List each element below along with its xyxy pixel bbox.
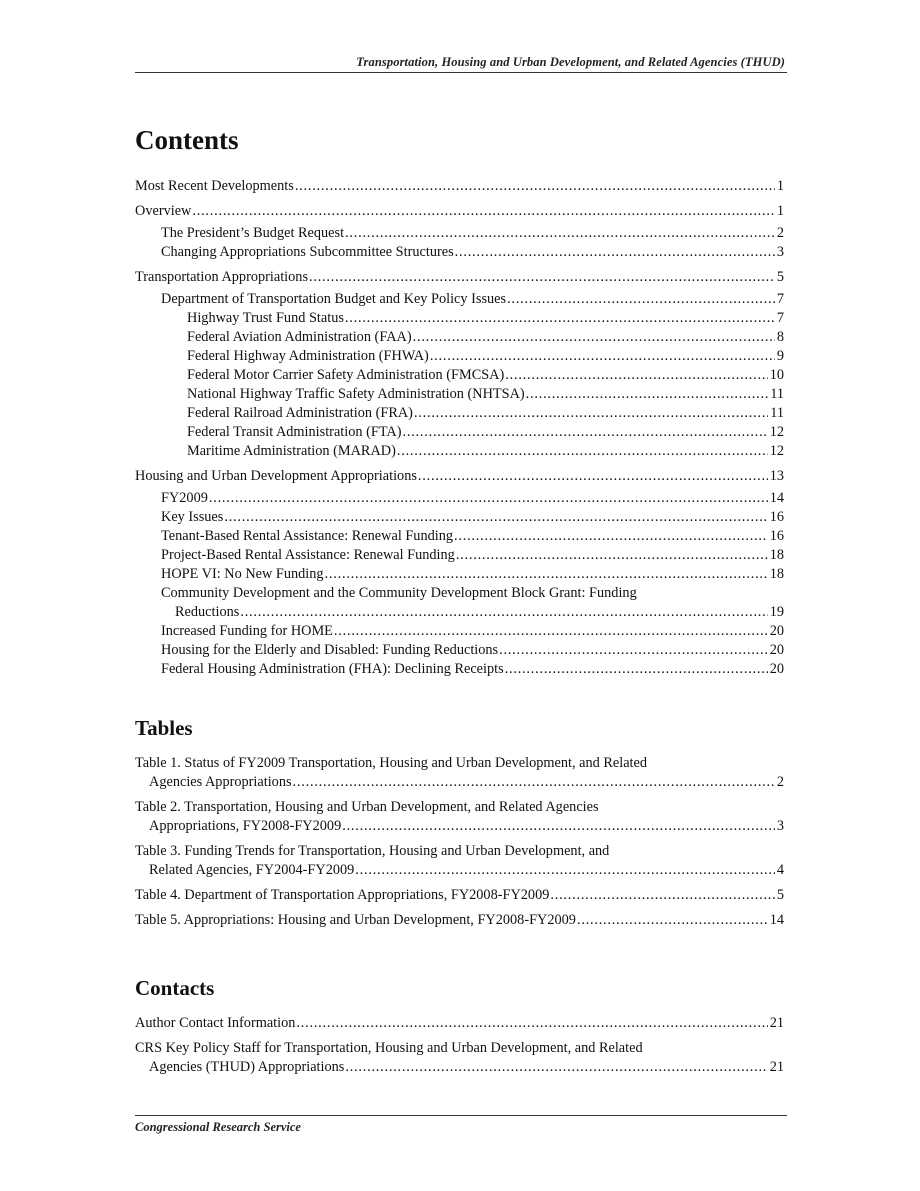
toc-entry[interactable]: Tenant-Based Rental Assistance: Renewal Funding . . . 16 xyxy=(135,527,784,546)
toc-entry[interactable]: FY2009 . . . 14 xyxy=(135,489,784,508)
toc-entry[interactable]: Federal Transit Administration (FTA) . . . 12 xyxy=(135,423,784,442)
toc-entry[interactable]: Most Recent Developments . . . 1 xyxy=(135,177,784,196)
table-entry[interactable]: Table 2. Transportation, Housing and Urban Development, and Related Agencies Appropriations, FY2008-FY2009 . . . 3 xyxy=(135,798,784,836)
contents-list xyxy=(135,177,784,679)
running-header: Transportation, Housing and Urban Development, and Related Agencies (THUD) xyxy=(356,55,785,69)
toc-entry[interactable]: Federal Motor Carrier Safety Administration (FMCSA) . . . 10 xyxy=(135,366,784,385)
toc-entry[interactable]: Federal Railroad Administration (FRA) . . . 11 xyxy=(135,404,784,423)
toc-entry[interactable]: Changing Appropriations Subcommittee Structures . . . 3 xyxy=(135,243,784,262)
contacts-list xyxy=(135,1014,784,1077)
toc-entry[interactable]: Project-Based Rental Assistance: Renewal Funding . . . 18 xyxy=(135,546,784,565)
toc-entry[interactable]: National Highway Traffic Safety Administration (NHTSA) . . . 11 xyxy=(135,385,784,404)
toc-entry[interactable]: Increased Funding for HOME . . . 20 xyxy=(135,622,784,641)
toc-entry[interactable]: The President’s Budget Request . . . 2 xyxy=(135,224,784,243)
toc-entry[interactable]: Transportation Appropriations . . . 5 xyxy=(135,268,784,287)
contact-entry[interactable]: CRS Key Policy Staff for Transportation, Housing and Urban Development, and Related Agencies (THUD) Appropriations . . . 21 xyxy=(135,1039,784,1077)
footer-text: Congressional Research Service xyxy=(135,1120,301,1134)
contact-entry[interactable]: Author Contact Information . . . 21 xyxy=(135,1014,784,1033)
toc-entry[interactable]: Key Issues . . . 16 xyxy=(135,508,784,527)
table-entry[interactable]: Table 5. Appropriations: Housing and Urban Development, FY2008-FY2009 . . . 14 xyxy=(135,911,784,930)
contents-heading: Contents xyxy=(135,125,239,155)
table-entry[interactable]: Table 3. Funding Trends for Transportation, Housing and Urban Development, and Related Agencies, FY2004-FY2009 . . . 4 xyxy=(135,842,784,880)
toc-entry[interactable]: Housing and Urban Development Appropriations . . . 13 xyxy=(135,467,784,486)
toc-entry[interactable]: Overview . . . 1 xyxy=(135,202,784,221)
toc-entry[interactable]: Department of Transportation Budget and Key Policy Issues . . . 7 xyxy=(135,290,784,309)
toc-entry[interactable]: Highway Trust Fund Status . . . 7 xyxy=(135,309,784,328)
header-rule xyxy=(135,72,787,73)
toc-entry[interactable]: HOPE VI: No New Funding . . . 18 xyxy=(135,565,784,584)
contacts-heading: Contacts xyxy=(135,976,215,1000)
tables-heading: Tables xyxy=(135,716,193,740)
table-entry[interactable]: Table 1. Status of FY2009 Transportation, Housing and Urban Development, and Related Agencies Appropriations . . . 2 xyxy=(135,754,784,792)
tables-list xyxy=(135,754,784,930)
toc-entry[interactable]: Housing for the Elderly and Disabled: Funding Reductions . . . 20 xyxy=(135,641,784,660)
footer-rule xyxy=(135,1115,787,1116)
toc-entry[interactable]: Community Development and the Community Development Block Grant: Funding Reductions . . . 19 xyxy=(135,584,784,622)
toc-entry[interactable]: Federal Aviation Administration (FAA) . . . 8 xyxy=(135,328,784,347)
table-entry[interactable]: Table 4. Department of Transportation Appropriations, FY2008-FY2009 . . . 5 xyxy=(135,886,784,905)
toc-entry[interactable]: Federal Highway Administration (FHWA) . . . 9 xyxy=(135,347,784,366)
toc-entry[interactable]: Maritime Administration (MARAD) . . . 12 xyxy=(135,442,784,461)
toc-entry[interactable]: Federal Housing Administration (FHA): Declining Receipts . . . 20 xyxy=(135,660,784,679)
